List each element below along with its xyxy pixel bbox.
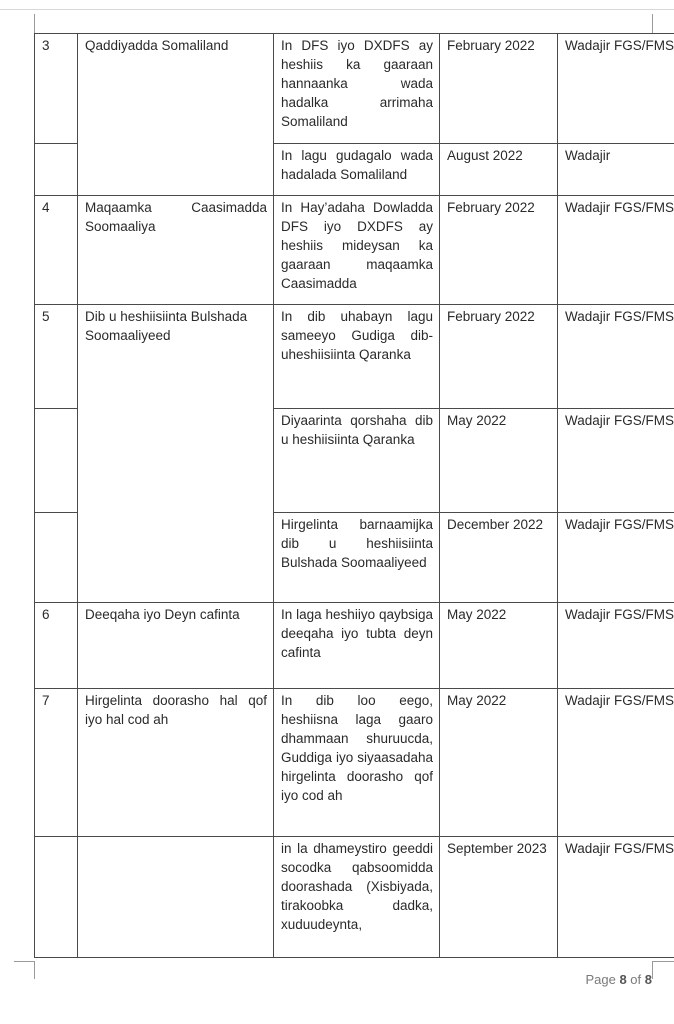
table-row	[35, 34, 674, 144]
date-cell: February 2022	[440, 196, 558, 305]
activity-cell: In laga heshiiyo qaybsiga deeqaha iyo tubta deyn cafinta	[274, 603, 440, 689]
plan-table	[34, 33, 674, 958]
row-number: 7	[35, 689, 78, 837]
row-number	[35, 837, 78, 958]
page-sep: of	[626, 972, 645, 987]
responsible-cell: Wadajir	[558, 144, 674, 196]
table-row	[35, 689, 674, 837]
activity-cell: Hirgelinta barnaamijka dib u heshiisiinta Bulshada Soomaaliyeed	[274, 513, 440, 603]
row-number: 3	[35, 34, 78, 144]
date-cell: August 2022	[440, 144, 558, 196]
date-cell: February 2022	[440, 34, 558, 144]
activity-cell: In dib loo eego, heshiisna laga gaaro dhammaan shuruucda, Guddiga iyo siyaasadaha hirgelinta doorasho qof iyo cod ah	[274, 689, 440, 837]
date-cell: May 2022	[440, 409, 558, 513]
date-cell: February 2022	[440, 305, 558, 409]
row-number	[35, 409, 78, 513]
responsible-cell: Wadajir FGS/FMS	[558, 34, 674, 144]
table-row	[35, 305, 674, 409]
page-current: 8	[619, 972, 627, 987]
date-cell: September 2023	[440, 837, 558, 958]
date-cell: December 2022	[440, 513, 558, 603]
row-number: 5	[35, 305, 78, 409]
crop-mark-top-right-v	[652, 14, 653, 34]
responsible-cell: Wadajir FGS/FMS	[558, 689, 674, 837]
topic-cell: Maqaamka Caasimadda Soomaaliya	[78, 196, 274, 305]
crop-mark-bottom-right-h	[652, 961, 674, 962]
activity-cell: In Hay’adaha Dowladda DFS iyo DXDFS ay heshiis mideysan ka gaaraan maqaamka Caasimadda	[274, 196, 440, 305]
activity-cell: Diyaarinta qorshaha dib u heshiisiinta Qaranka	[274, 409, 440, 513]
page-total: 8	[644, 972, 652, 987]
responsible-cell: Wadajir FGS/FMS	[558, 513, 674, 603]
page-top-edge	[0, 9, 674, 10]
date-cell: May 2022	[440, 689, 558, 837]
crop-mark-bottom-left-v	[34, 961, 35, 979]
topic-cell: Qaddiyadda Somaliland	[78, 34, 274, 196]
responsible-cell: Wadajir FGS/FMS	[558, 837, 674, 958]
row-number: 6	[35, 603, 78, 689]
table-row	[35, 603, 674, 689]
responsible-cell: Wadajir FGS/FMS	[558, 196, 674, 305]
crop-mark-top-left-v	[34, 14, 35, 33]
responsible-cell: Wadajir FGS/FMS	[558, 305, 674, 409]
activity-cell: In DFS iyo DXDFS ay heshiis ka gaaraan hannaanka wada hadalka arrimaha Somaliland	[274, 34, 440, 144]
row-number	[35, 513, 78, 603]
activity-cell: in la dhameystiro geeddi socodka qabsoomidda doorashada (Xisbiyada, tirakoobka dadka, xuduudeynta,	[274, 837, 440, 958]
page-number	[585, 972, 652, 987]
crop-mark-bottom-left-h	[14, 961, 35, 962]
activity-cell: In dib uhabayn lagu sameeyo Gudiga dib-uheshiisiinta Qaranka	[274, 305, 440, 409]
table-row	[35, 837, 674, 958]
activity-cell: In lagu gudagalo wada hadalada Somaliland	[274, 144, 440, 196]
topic-cell	[78, 837, 274, 958]
topic-cell: Hirgelinta doorasho hal qof iyo hal cod ah	[78, 689, 274, 837]
row-number: 4	[35, 196, 78, 305]
date-cell: May 2022	[440, 603, 558, 689]
table-row	[35, 196, 674, 305]
responsible-cell: Wadajir FGS/FMS	[558, 409, 674, 513]
row-number	[35, 144, 78, 196]
responsible-cell: Wadajir FGS/FMS	[558, 603, 674, 689]
topic-cell: Deeqaha iyo Deyn cafinta	[78, 603, 274, 689]
topic-cell: Dib u heshiisiinta Bulshada Soomaaliyeed	[78, 305, 274, 603]
crop-mark-bottom-right-v	[652, 961, 653, 979]
page-prefix: Page	[585, 972, 620, 987]
